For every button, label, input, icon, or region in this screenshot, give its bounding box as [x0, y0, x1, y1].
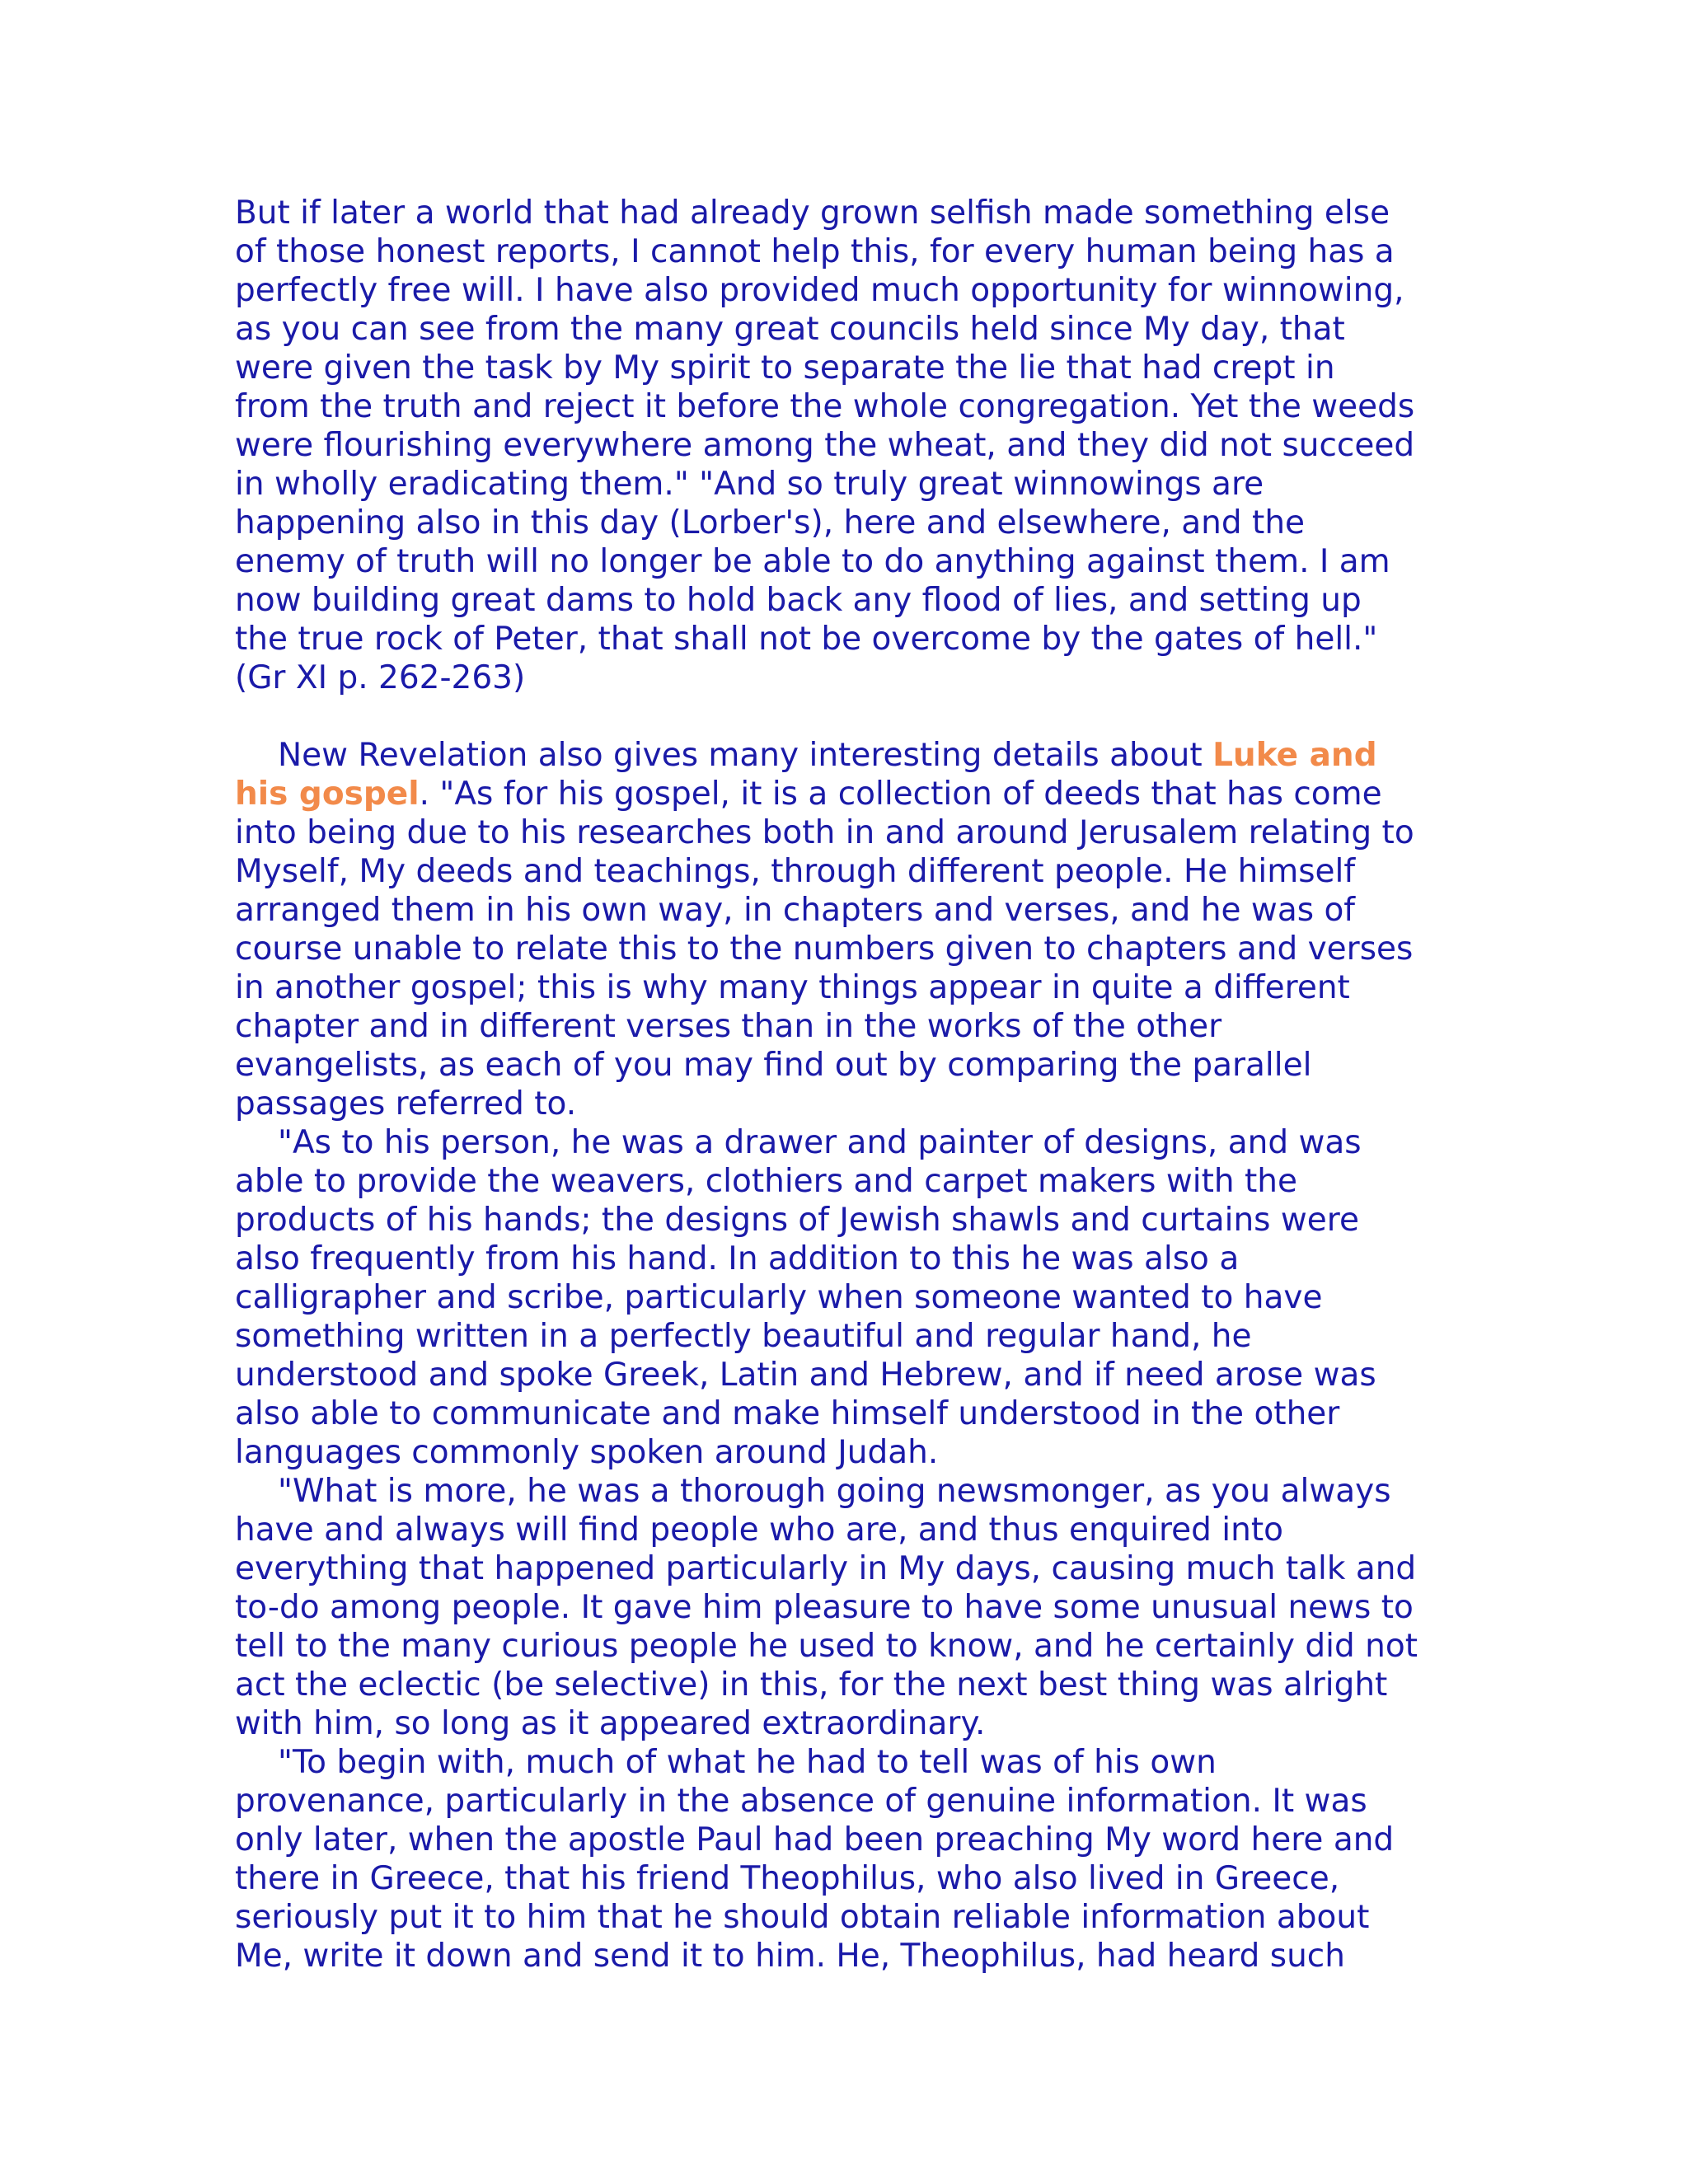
text-line: chapter and in different verses than in the works of the other [235, 1008, 1222, 1045]
text-line: also able to communicate and make himself understood in the other [235, 1395, 1340, 1432]
text-line: something written in a perfectly beautiful and regular hand, he [235, 1318, 1252, 1355]
highlight-luke-gospel: Luke and [1212, 737, 1377, 774]
paragraph-4 [235, 1472, 1471, 1743]
text-line: have and always will find people who are, and thus enquired into [235, 1511, 1284, 1549]
text-run: New Revelation also gives many interesting details about [278, 737, 1213, 774]
citation-line: (Gr XI p. 262-263) [235, 659, 526, 696]
text-line: there in Greece, that his friend Theophilus, who also lived in Greece, [235, 1860, 1340, 1897]
text-line: into being due to his researches both in and around Jerusalem relating to [235, 814, 1414, 851]
highlight-luke-gospel: his gospel [235, 776, 420, 813]
text-line: course unable to relate this to the numbers given to chapters and verses [235, 930, 1414, 968]
text-line [235, 736, 1471, 775]
text-line: evangelists, as each of you may find out by comparing the parallel [235, 1047, 1312, 1084]
text-line: "As to his person, he was a drawer and painter of designs, and was [278, 1124, 1362, 1161]
text-line: from the truth and reject it before the whole congregation. Yet the weeds [235, 388, 1415, 425]
text-line: only later, when the apostle Paul had been preaching My word here and [235, 1821, 1395, 1858]
text-line: able to provide the weavers, clothiers and carpet makers with the [235, 1163, 1297, 1200]
text-line: seriously put it to him that he should obtain reliable information about [235, 1899, 1370, 1936]
text-line: act the eclectic (be selective) in this, for the next best thing was alright [235, 1666, 1388, 1704]
text-line: calligrapher and scribe, particularly when someone wanted to have [235, 1279, 1323, 1316]
text-line: provenance, particularly in the absence of genuine information. It was [235, 1783, 1367, 1820]
text-line: of those honest reports, I cannot help this, for every human being has a [235, 233, 1395, 270]
text-line: with him, so long as it appeared extraordinary. [235, 1705, 986, 1742]
text-line: now building great dams to hold back any flood of lies, and setting up [235, 582, 1362, 619]
text-line: happening also in this day (Lorber's), here and elsewhere, and the [235, 504, 1306, 541]
text-line: products of his hands; the designs of Jewish shawls and curtains were [235, 1202, 1359, 1239]
text-line [235, 775, 1471, 813]
text-line: were given the task by My spirit to separate the lie that had crept in [235, 349, 1335, 387]
text-line: But if later a world that had already grown selfish made something else [235, 194, 1390, 232]
text-line: in another gospel; this is why many things appear in quite a different [235, 969, 1350, 1006]
paragraph-5 [235, 1743, 1471, 1975]
text-line: Myself, My deeds and teachings, through different people. He himself [235, 853, 1356, 890]
paragraph-2 [235, 736, 1471, 1123]
text-line: Me, write it down and send it to him. He, Theophilus, had heard such [235, 1938, 1345, 1975]
text-line: languages commonly spoken around Judah. [235, 1434, 939, 1471]
text-line: "To begin with, much of what he had to tell was of his own [278, 1744, 1217, 1781]
text-line: as you can see from the many great councils held since My day, that [235, 311, 1345, 348]
paragraph-1 [235, 194, 1471, 697]
paragraph-3 [235, 1123, 1471, 1472]
text-line: perfectly free will. I have also provided much opportunity for winnowing, [235, 272, 1404, 309]
text-line: in wholly eradicating them." "And so truly great winnowings are [235, 466, 1264, 503]
text-line: "What is more, he was a thorough going newsmonger, as you always [278, 1473, 1391, 1510]
text-line: to-do among people. It gave him pleasure to have some unusual news to [235, 1589, 1414, 1626]
text-line: everything that happened particularly in My days, causing much talk and [235, 1550, 1417, 1587]
document-page [235, 194, 1471, 1975]
text-line: also frequently from his hand. In addition to this he was also a [235, 1240, 1240, 1277]
text-line: arranged them in his own way, in chapters and verses, and he was of [235, 892, 1356, 929]
text-line: tell to the many curious people he used to know, and he certainly did not [235, 1628, 1418, 1665]
text-run: . "As for his gospel, it is a collection of deeds that has come [419, 776, 1382, 813]
text-line: enemy of truth will no longer be able to do anything against them. I am [235, 543, 1390, 580]
text-line: passages referred to. [235, 1085, 577, 1122]
paragraph-spacer [235, 697, 1471, 736]
text-line: were flourishing everywhere among the wheat, and they did not succeed [235, 427, 1415, 464]
text-line: the true rock of Peter, that shall not be overcome by the gates of hell." [235, 621, 1378, 658]
text-line: understood and spoke Greek, Latin and Hebrew, and if need arose was [235, 1357, 1376, 1394]
